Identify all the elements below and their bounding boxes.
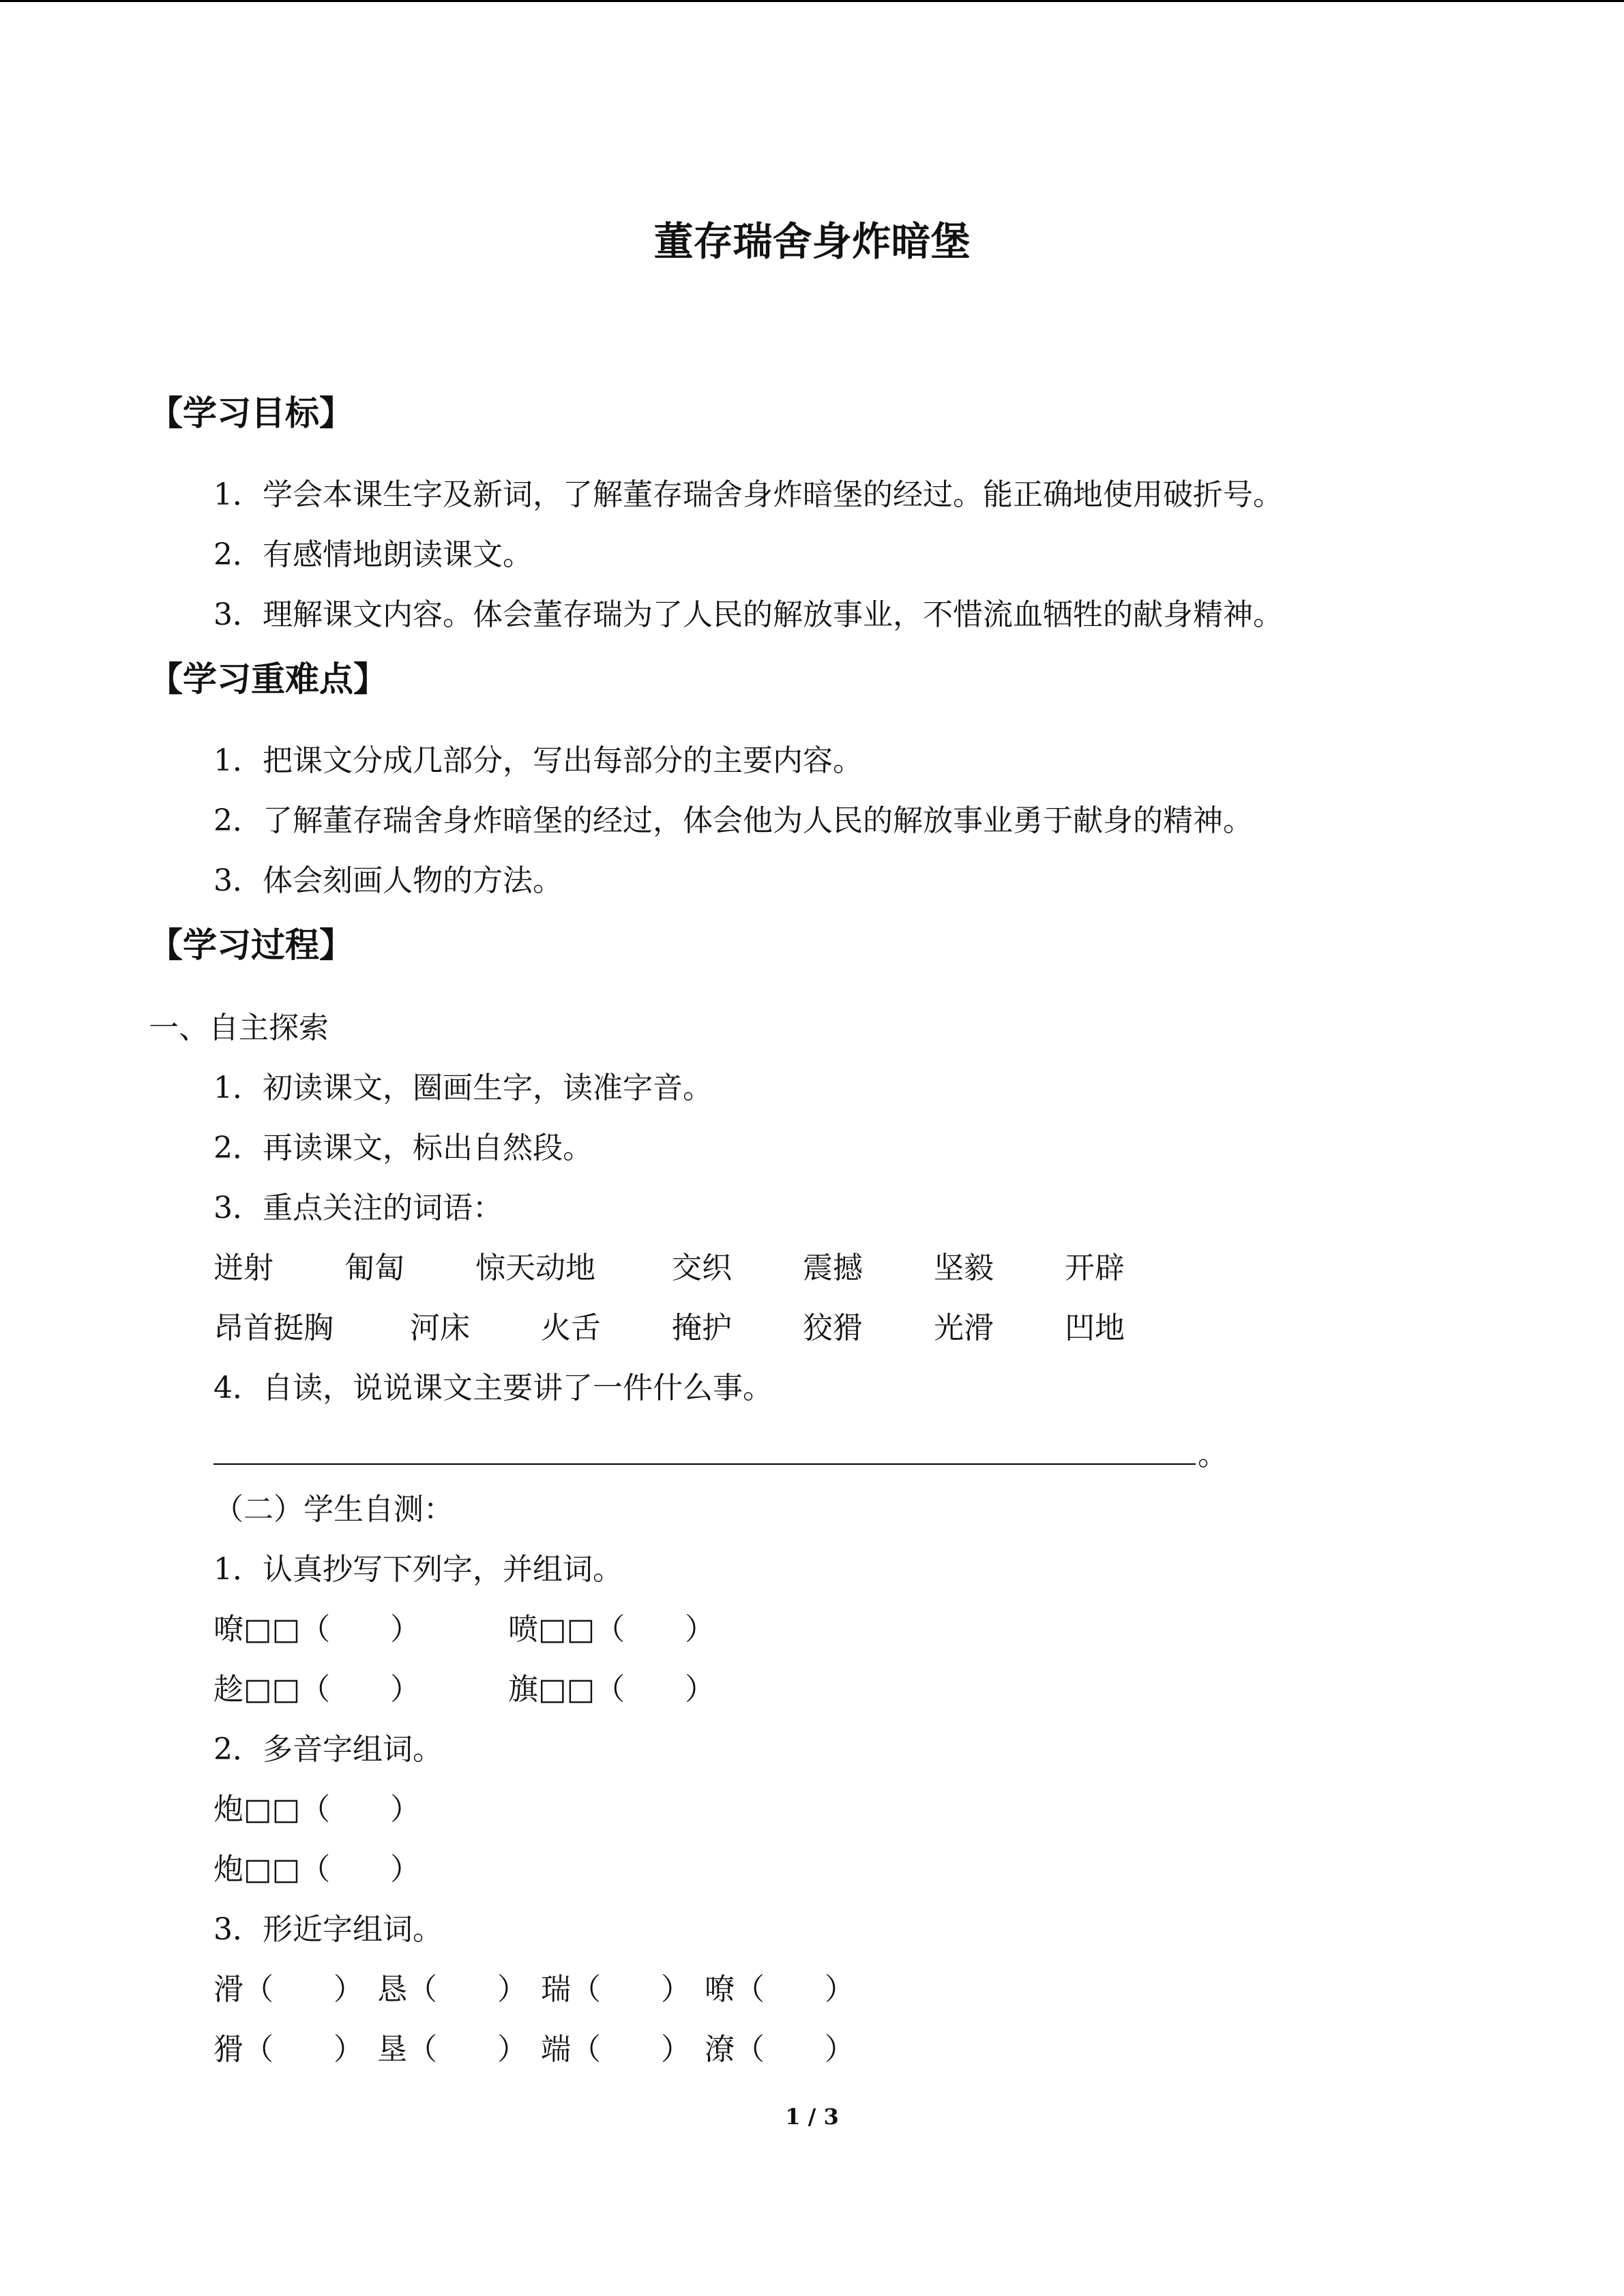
vocab-word: 火舌 [541,1311,601,1345]
vocab-word: 光滑 [934,1311,994,1345]
part1-title: 一、自主探索 [149,1011,329,1045]
vocab-word: 凹地 [1065,1311,1125,1345]
polyphone-item[interactable]: 炮□□（ ） [213,1792,421,1827]
vocab-word: 昂首挺胸 [213,1311,334,1345]
similar-char-item[interactable]: 潦（ ） [705,2032,855,2067]
goals-heading: 【学习目标】 [149,393,353,433]
similar-char-item[interactable]: 滑（ ） [213,1972,364,2007]
vocab-word: 河床 [410,1311,470,1345]
key-point-item-2: 2．了解董存瑞舍身炸暗堡的经过，体会他为人民的解放事业勇于献身的精神。 [213,803,1253,838]
similar-char-item[interactable]: 猾（ ） [213,2032,364,2067]
vocab-word: 惊天动地 [475,1251,595,1285]
vocab-word: 掩护 [672,1311,732,1345]
goal-item-2: 2．有感情地朗读课文。 [213,537,533,572]
q1-label: 1．认真抄写下列字，并组词。 [213,1552,623,1587]
answer-end-mark: 。 [1198,1437,1228,1472]
copy-word-item[interactable]: 旗□□（ ） [508,1672,715,1707]
similar-char-item[interactable]: 垦（ ） [377,2032,527,2067]
key-points-heading: 【学习重难点】 [149,659,387,699]
vocab-word: 狡猾 [803,1311,863,1345]
key-point-item-1: 1．把课文分成几部分，写出每部分的主要内容。 [213,743,863,778]
vocab-word: 匍匐 [344,1251,404,1285]
page-number: 1 / 3 [785,2104,839,2130]
vocab-word: 震撼 [803,1251,863,1285]
similar-char-item[interactable]: 端（ ） [541,2032,691,2067]
vocab-word: 交织 [672,1251,732,1285]
process-heading: 【学习过程】 [149,925,353,965]
key-point-item-3: 3．体会刻画人物的方法。 [213,863,563,898]
step-3: 3．重点关注的词语： [213,1191,503,1225]
answer-blank-line[interactable] [213,1463,1196,1465]
top-border-line [0,0,1624,2]
part2-title: （二）学生自测： [213,1492,454,1527]
q3-label: 3．形近字组词。 [213,1912,443,1947]
page-title: 董存瑞舍身炸暗堡 [653,218,971,265]
step-4: 4．自读，说说课文主要讲了一件什么事。 [213,1371,773,1405]
goal-item-1: 1．学会本课生字及新词，了解董存瑞舍身炸暗堡的经过。能正确地使用破折号。 [213,477,1283,512]
similar-char-item[interactable]: 恳（ ） [377,1972,527,2007]
copy-word-item[interactable]: 趁□□（ ） [213,1672,421,1707]
polyphone-item[interactable]: 炮□□（ ） [213,1852,421,1887]
vocab-word: 迸射 [213,1251,274,1285]
vocab-word: 坚毅 [934,1251,994,1285]
goal-item-3: 3．理解课文内容。体会董存瑞为了人民的解放事业，不惜流血牺牲的献身精神。 [213,597,1283,632]
similar-char-item[interactable]: 嘹（ ） [705,1972,855,2007]
step-1: 1．初读课文，圈画生字，读准字音。 [213,1071,713,1105]
step-2: 2．再读课文，标出自然段。 [213,1131,593,1165]
similar-char-item[interactable]: 瑞（ ） [541,1972,691,2007]
copy-word-item[interactable]: 嘹□□（ ） [213,1612,421,1647]
copy-word-item[interactable]: 喷□□（ ） [508,1612,715,1647]
vocab-word: 开辟 [1065,1251,1125,1285]
q2-label: 2．多音字组词。 [213,1732,443,1767]
